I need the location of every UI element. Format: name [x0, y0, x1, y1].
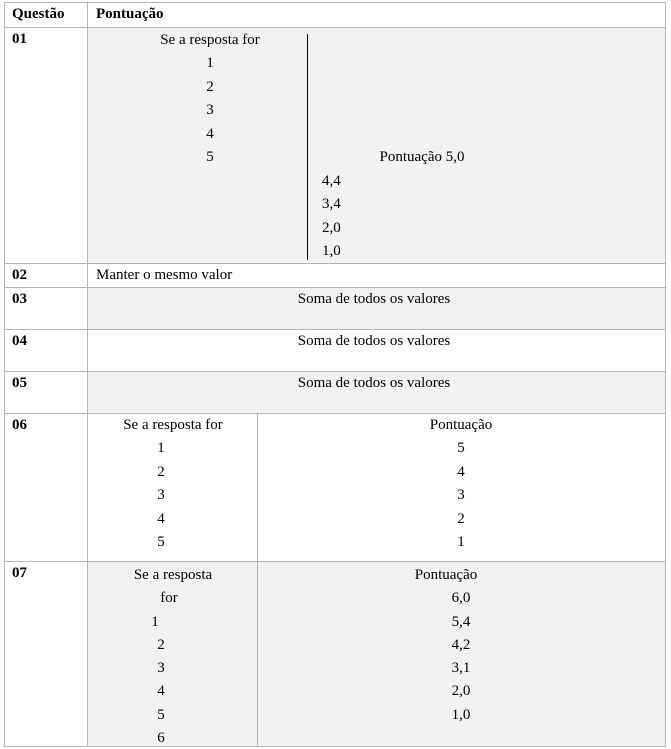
- question-cell-04: [5, 330, 88, 371]
- q07-score-3: 4,2: [451, 637, 471, 653]
- q01-separator-line: [307, 34, 308, 260]
- q06-score-2: 4: [457, 464, 465, 480]
- q06-score-1: 5: [457, 440, 465, 456]
- question-cell-06: [5, 414, 88, 561]
- score-cell-01: [88, 28, 665, 263]
- table-row-04: [5, 329, 665, 371]
- q04-text: Soma de todos os valores: [297, 333, 451, 349]
- question-cell-07: [5, 562, 88, 746]
- question-number-05: 05: [12, 375, 27, 391]
- q01-score-2: 3,4: [322, 196, 341, 212]
- q06-answer-1: 1: [157, 440, 165, 456]
- table-row-03: [5, 287, 665, 329]
- score-cell-04: [88, 330, 665, 371]
- q06-answer-5: 5: [157, 534, 165, 550]
- question-number-02: 02: [12, 267, 27, 283]
- q06-right-header: Pontuação: [429, 417, 493, 433]
- question-cell-03: [5, 288, 88, 329]
- question-number-03: 03: [12, 291, 27, 307]
- q07-column-divider: [257, 562, 258, 746]
- q01-score-4: 1,0: [322, 243, 341, 259]
- q06-answer-3: 3: [157, 487, 165, 503]
- q01-score-1: 4,4: [322, 173, 341, 189]
- q07-score-1: 6,0: [451, 590, 471, 606]
- question-number-04: 04: [12, 333, 27, 349]
- score-cell-03: [88, 288, 665, 329]
- score-cell-05: [88, 372, 665, 413]
- question-number-06: 06: [12, 417, 27, 433]
- q06-answer-2: 2: [157, 464, 165, 480]
- q06-left-header: Se a resposta for: [123, 417, 223, 433]
- q01-answer-5: 5: [206, 149, 214, 165]
- q06-column-divider: [257, 414, 258, 561]
- q07-answer-1: 1: [151, 614, 159, 630]
- question-number-01: 01: [12, 31, 27, 47]
- q07-score-6: 1,0: [451, 707, 471, 723]
- q07-right-header: Pontuação: [414, 567, 478, 583]
- q07-answer-5: 5: [157, 707, 165, 723]
- q01-answer-2: 2: [206, 79, 214, 95]
- q07-answer-4: 4: [157, 683, 165, 699]
- q01-answer-3: 3: [206, 102, 214, 118]
- q07-left-header-line2: for: [160, 590, 178, 606]
- q03-text: Soma de todos os valores: [297, 291, 451, 307]
- header-questao-cell: [5, 3, 88, 27]
- q07-score-5: 2,0: [451, 683, 471, 699]
- q07-score-2: 5,4: [451, 614, 471, 630]
- table-row-01: [5, 27, 665, 263]
- score-cell-06: [88, 414, 665, 561]
- q06-score-3: 3: [457, 487, 465, 503]
- question-cell-05: [5, 372, 88, 413]
- score-cell-02: [88, 264, 665, 287]
- table-row-05: [5, 371, 665, 413]
- q01-right-header: Pontuação 5,0: [379, 149, 465, 165]
- q01-answer-1: 1: [206, 55, 214, 71]
- table-row-02: [5, 263, 665, 287]
- q07-answer-2: 2: [157, 637, 165, 653]
- scoring-table: [4, 2, 666, 747]
- header-pontuacao: Pontuação: [96, 6, 164, 22]
- q01-answer-4: 4: [206, 126, 214, 142]
- q01-left-header: Se a resposta for: [160, 32, 260, 48]
- q07-left-header-line1: Se a resposta: [133, 567, 213, 583]
- question-cell-01: [5, 28, 88, 263]
- table-row-07: [5, 561, 665, 746]
- q02-text: Manter o mesmo valor: [96, 267, 233, 283]
- q06-answer-4: 4: [157, 511, 165, 527]
- q07-score-4: 3,1: [451, 660, 471, 676]
- q07-answer-3: 3: [157, 660, 165, 676]
- header-pontuacao-cell: [88, 3, 665, 27]
- header-questao: Questão: [12, 6, 65, 22]
- q01-score-3: 2,0: [322, 220, 341, 236]
- question-cell-02: [5, 264, 88, 287]
- q05-text: Soma de todos os valores: [297, 375, 451, 391]
- table-header-row: [5, 3, 665, 27]
- question-number-07: 07: [12, 565, 27, 581]
- q07-answer-6: 6: [157, 730, 165, 746]
- table-row-06: [5, 413, 665, 561]
- q06-score-5: 1: [457, 534, 465, 550]
- score-cell-07: [88, 562, 665, 746]
- q06-score-4: 2: [457, 511, 465, 527]
